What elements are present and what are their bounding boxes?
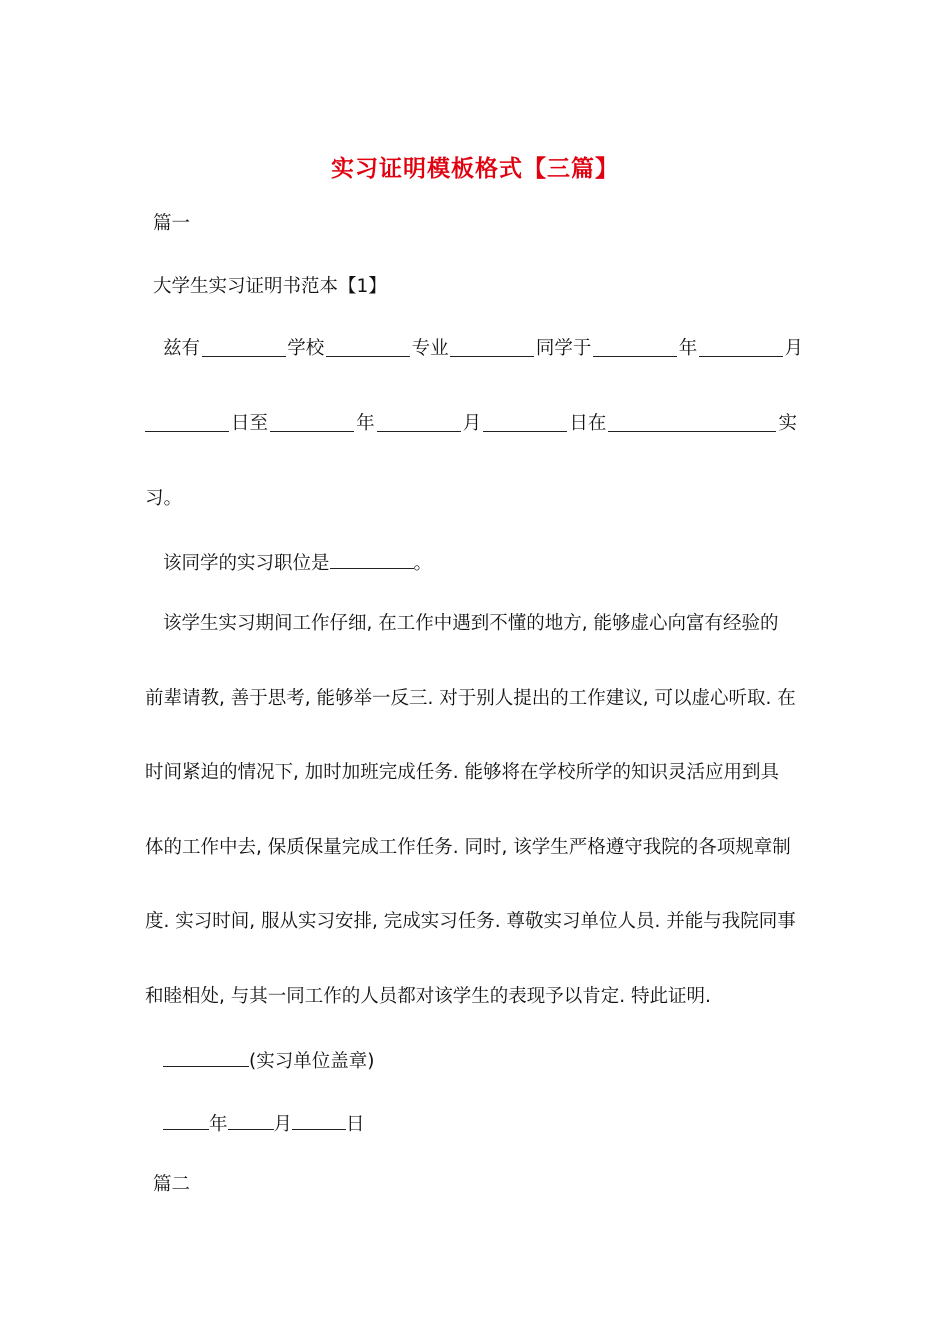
blank-field[interactable] <box>330 548 414 569</box>
form-text-year: 年 <box>678 338 698 359</box>
form-text-year-2: 年 <box>356 413 375 434</box>
blank-field[interactable] <box>292 1109 346 1130</box>
body-line-4: 体的工作中去, 保质保量完成工作任务. 同时, 该学生严格遵守我院的各项规章制 <box>145 837 791 858</box>
body-line-1: 该学生实习期间工作仔细, 在工作中遇到不懂的地方, 能够虚心向富有经验的 <box>163 613 779 634</box>
section-heading-1: 篇一 <box>153 213 191 234</box>
blank-field[interactable] <box>163 1046 249 1067</box>
blank-field[interactable] <box>608 411 776 432</box>
form-text-month: 月 <box>784 338 803 359</box>
form-line-1 <box>163 336 803 362</box>
blank-field[interactable] <box>450 336 534 357</box>
blank-field[interactable] <box>270 411 354 432</box>
blank-field[interactable] <box>699 336 783 357</box>
subtitle: 大学生实习证明书范本【1】 <box>153 276 387 297</box>
date-month: 月 <box>273 1114 293 1135</box>
position-label: 该同学的实习职位是 <box>163 553 330 574</box>
seal-line <box>163 1046 828 1075</box>
form-text-shi: 实 <box>778 413 797 434</box>
form-text-month-2: 月 <box>462 413 482 434</box>
form-text-student: 同学于 <box>535 338 592 359</box>
blank-field[interactable] <box>145 411 229 432</box>
body-line-5: 度. 实习时间, 服从实习安排, 完成实习任务. 尊敬实习单位人员. 并能与我院同事 <box>145 911 796 932</box>
body-line-6: 和睦相处, 与其一同工作的人员都对该学生的表现予以肯定. 特此证明. <box>145 986 711 1007</box>
blank-field[interactable] <box>593 336 677 357</box>
body-line-3: 时间紧迫的情况下, 加时加班完成任务. 能够将在学校所学的知识灵活应用到具 <box>145 762 780 783</box>
date-year: 年 <box>209 1114 228 1135</box>
blank-field[interactable] <box>228 1109 274 1130</box>
blank-field[interactable] <box>326 336 410 357</box>
date-day: 日 <box>346 1114 365 1135</box>
form-text-day-at: 日在 <box>569 413 607 434</box>
form-text-school: 学校 <box>287 338 325 359</box>
section-heading-2: 篇二 <box>153 1174 191 1195</box>
form-line-2 <box>145 411 797 437</box>
date-line <box>163 1109 828 1138</box>
form-text-day-to: 日至 <box>231 413 269 434</box>
blank-field[interactable] <box>163 1109 209 1130</box>
form-text-major: 专业 <box>411 338 449 359</box>
blank-field[interactable] <box>377 411 461 432</box>
position-suffix: 。 <box>413 553 433 574</box>
blank-field[interactable] <box>483 411 567 432</box>
body-line-2: 前辈请教, 善于思考, 能够举一反三. 对于别人提出的工作建议, 可以虚心听取. 在 <box>145 688 796 709</box>
form-text-ziyou: 兹有 <box>163 338 201 359</box>
seal-label: (实习单位盖章) <box>249 1051 375 1072</box>
document-title: 实习证明模板格式【三篇】 <box>331 155 619 182</box>
position-line <box>163 548 828 577</box>
form-line-3: 习。 <box>145 488 183 509</box>
blank-field[interactable] <box>202 336 286 357</box>
